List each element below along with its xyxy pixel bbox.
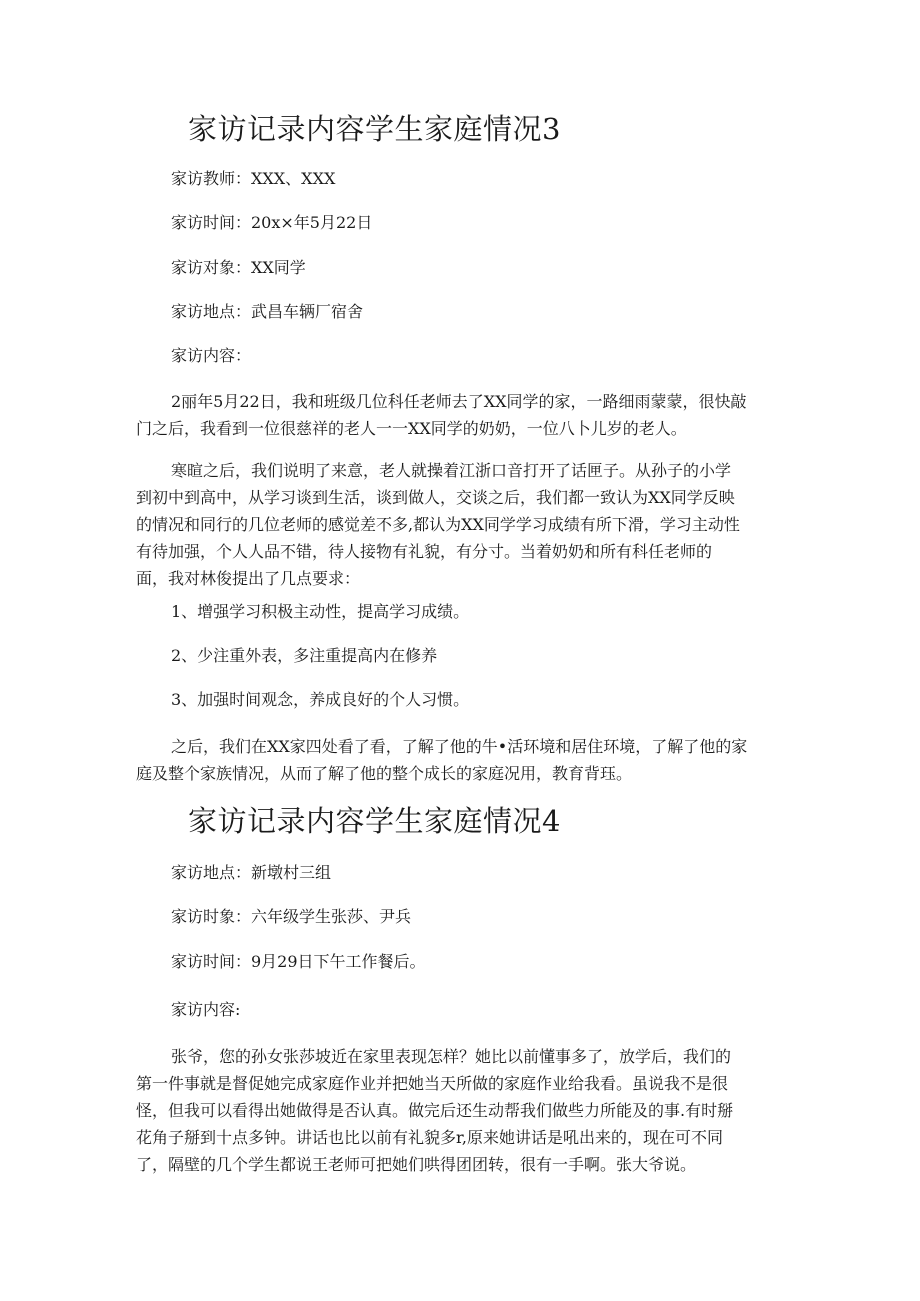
paragraph-line: 有待加强，个人人品不错，待人接物有礼貌，有分寸。当着奶奶和所有科任老师的 xyxy=(136,542,713,561)
section-3-time: 家访时间：20x×年5月22日 xyxy=(171,213,373,232)
section-3-content-label: 家访内容： xyxy=(171,346,252,365)
section-3-teacher: 家访教师：XXX、XXX xyxy=(171,169,336,188)
paragraph-line: 面，我对林俊提出了几点要求： xyxy=(136,569,361,588)
paragraph-line: 花角子掰到十点多钟。讲话也比以前有礼貌多r,原来她讲话是吼出来的，现在可不同 xyxy=(136,1128,723,1147)
section-4-content-label: 家访内容: xyxy=(171,1000,241,1019)
paragraph-line: 到初中到高中，从学习谈到生活，谈到做人，交谈之后，我们都一致认为XX同学反映 xyxy=(136,488,735,507)
section-3-paragraph-1 xyxy=(136,388,776,442)
section-3-paragraph-2 xyxy=(136,457,776,592)
section-4-paragraph-1 xyxy=(136,1043,776,1178)
section-4-title: 家访记录内容学生家庭情况4 xyxy=(188,804,561,838)
section-3-location: 家访地点：武昌车辆厂宿舍 xyxy=(171,302,364,321)
section-4-target: 家访时象：六年级学生张莎、尹兵 xyxy=(171,907,412,926)
section-3-requirement-2: 2、少注重外表，多注重提高内在修养 xyxy=(171,646,438,665)
paragraph-line: 寒暄之后，我们说明了来意，老人就操着江浙口音打开了话匣子。从孙子的小学 xyxy=(171,461,732,480)
section-4-time: 家访时间：9月29日下午工作餐后。 xyxy=(171,952,426,971)
paragraph-line: 张爷，您的孙女张莎坡近在家里表现怎样？她比以前懂事多了，放学后，我们的 xyxy=(171,1047,732,1066)
paragraph-line: 之后，我们在XX家四处看了看，了解了他的牛•活环境和居住环境，了解了他的家 xyxy=(171,737,748,756)
paragraph-line: 的情况和同行的几位老师的感觉差不多,都认为XX同学学习成绩有所下滑，学习主动性 xyxy=(136,515,740,534)
section-3-requirement-3: 3、加强时间观念，养成良好的个人习惯。 xyxy=(171,690,470,709)
paragraph-line: 门之后，我看到一位很慈祥的老人一一XX同学的奶奶，一位八卜儿岁的老人。 xyxy=(136,419,687,438)
section-3-paragraph-3 xyxy=(136,733,776,787)
paragraph-line: 庭及整个家族情况，从而了解了他的整个成长的家庭况用，教育背珏。 xyxy=(136,764,633,783)
section-4-location: 家访地点：新墩村三组 xyxy=(171,863,332,882)
section-3-title: 家访记录内容学生家庭情况3 xyxy=(188,112,561,146)
section-3-requirement-1: 1、增强学习积极主动性，提高学习成绩。 xyxy=(171,602,470,621)
paragraph-line: 2丽年5月22日，我和班级几位科任老师去了XX同学的家，一路细雨蒙蒙，很快敲 xyxy=(171,392,747,411)
paragraph-line: 了，隔壁的几个学生都说王老师可把她们哄得团团转，很有一手啊。张大爷说。 xyxy=(136,1155,697,1174)
paragraph-line: 第一件事就是督促她完成家庭作业并把她当天所做的家庭作业给我看。虽说我不是很 xyxy=(136,1074,729,1093)
paragraph-line: 怪，但我可以看得出她做得是否认真。做完后还生动帮我们做些力所能及的事.有时掰 xyxy=(136,1101,734,1120)
section-3-target: 家访对象：XX同学 xyxy=(171,258,306,277)
